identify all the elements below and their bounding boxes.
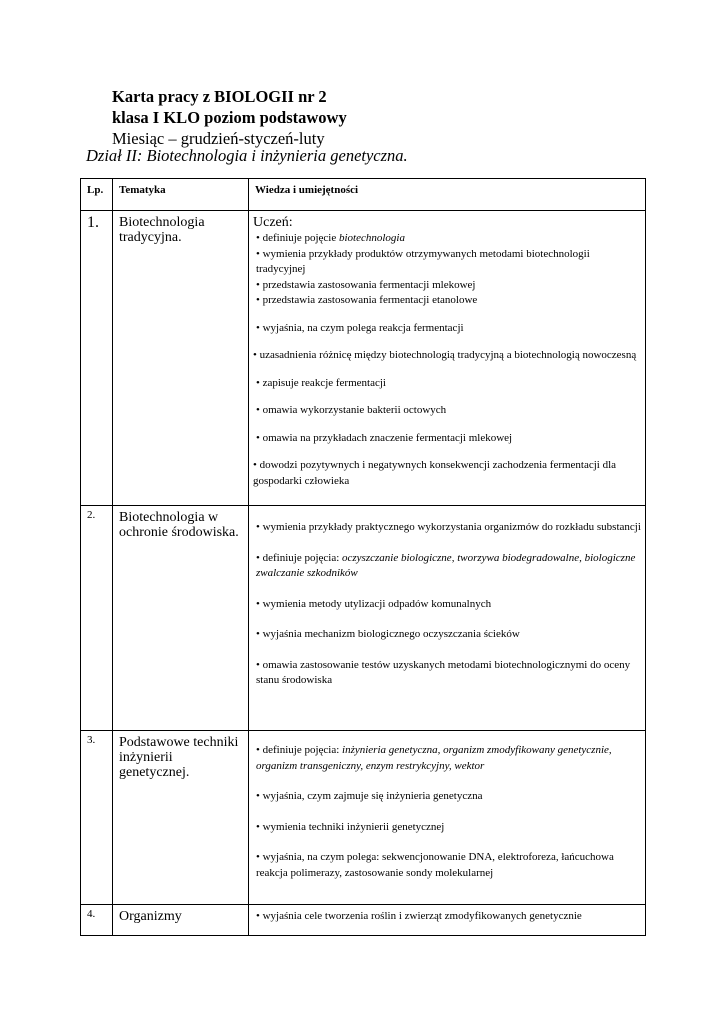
section-title: Dział II: Biotechnologia i inżynieria genetyczna. [86,146,408,165]
skill-item: • przedstawia zastosowania fermentacji etanolowe [256,294,478,306]
topic-name: Organizmy [119,909,182,924]
skill-item: • wymienia przykłady praktycznego wykorzystania organizmów do rozkładu substancji [256,521,641,533]
skill-item: • wyjaśnia mechanizm biologicznego oczyszczania ścieków [256,628,520,640]
worksheet-title: Karta pracy z BIOLOGII nr 2 [112,87,327,106]
skill-item: • wyjaśnia cele tworzenia roślin i zwierząt zmodyfikowanych genetycznie [256,910,582,922]
topic-name: Biotechnologia tradycyjna. [119,215,205,245]
header-wiedza: Wiedza i umiejętności [249,179,646,211]
skill-item: • wymienia przykłady produktów otrzymywanych metodami biotechnologii tradycyjnej [256,247,590,275]
skills-cell [249,506,646,731]
skill-item: • omawia wykorzystanie bakterii octowych [256,404,447,416]
row-number: 4. [87,908,96,920]
class-level: klasa I KLO poziom podstawowy [112,108,347,127]
row-number-cell [81,905,113,936]
document-header [112,86,347,149]
skill-item: • wyjaśnia, na czym polega reakcja fermentacji [256,321,464,334]
skill-item: • definiuje pojęcia: inżynieria genetyczna, organizm zmodyfikowany genetycznie, organizm transgeniczny, enzym restrykcyjny, wektor [256,744,612,772]
topic-cell [113,211,249,506]
row-number: 3. [87,734,96,746]
table-row [81,506,646,731]
topic-cell [113,731,249,905]
table-header-row [81,179,646,211]
header-tematyka: Tematyka [113,179,249,211]
skills-cell [249,905,646,936]
topic-cell [113,506,249,731]
months: Miesiąc – grudzień-styczeń-luty [112,129,325,148]
skills-cell [249,731,646,905]
table-row [81,905,646,936]
skills-cell [249,211,646,506]
topic-name: Podstawowe techniki inżynierii genetycznej. [119,735,239,780]
skill-item: • wyjaśnia, czym zajmuje się inżynieria genetyczna [256,790,483,802]
curriculum-table [80,178,646,936]
header-lp: Lp. [81,179,113,211]
skill-item: • wymienia techniki inżynierii genetycznej [256,820,445,833]
row-number: 2. [87,509,96,521]
skill-item: • przedstawia zastosowania fermentacji mlekowej [256,278,476,291]
student-intro: Uczeń: [253,215,293,230]
row-number: 1. [87,214,99,231]
skill-item: • definiuje pojęcia: oczyszczanie biologiczne, tworzywa biodegradowalne, biologiczne zwalczanie szkodników [256,551,636,579]
row-number-cell [81,731,113,905]
row-number-cell [81,506,113,731]
skill-item: • wymienia metody utylizacji odpadów komunalnych [256,597,492,610]
topic-name: Biotechnologia w ochronie środowiska. [119,510,239,540]
skill-item: • omawia na przykładach znaczenie fermentacji mlekowej [256,431,513,444]
table-row [81,731,646,905]
topic-cell [113,905,249,936]
skill-item: • definiuje pojęcie biotechnologia [256,232,405,244]
row-number-cell [81,211,113,506]
skill-item: • wyjaśnia, na czym polega: sekwencjonowanie DNA, elektroforeza, łańcuchowa reakcja polimerazy, zastosowanie sondy molekularnej [256,851,614,879]
table-row [81,211,646,506]
skill-item: • uzasadnienia różnicę między biotechnologią tradycyjną a biotechnologią nowoczesną [253,349,637,361]
skill-item: • omawia zastosowanie testów uzyskanych metodami biotechnologicznymi do oceny stanu środowiska [256,658,631,686]
skill-item: • zapisuje reakcje fermentacji [256,376,386,389]
skill-item: • dowodzi pozytywnych i negatywnych konsekwencji zachodzenia fermentacji dla gospodarki człowieka [253,459,617,487]
